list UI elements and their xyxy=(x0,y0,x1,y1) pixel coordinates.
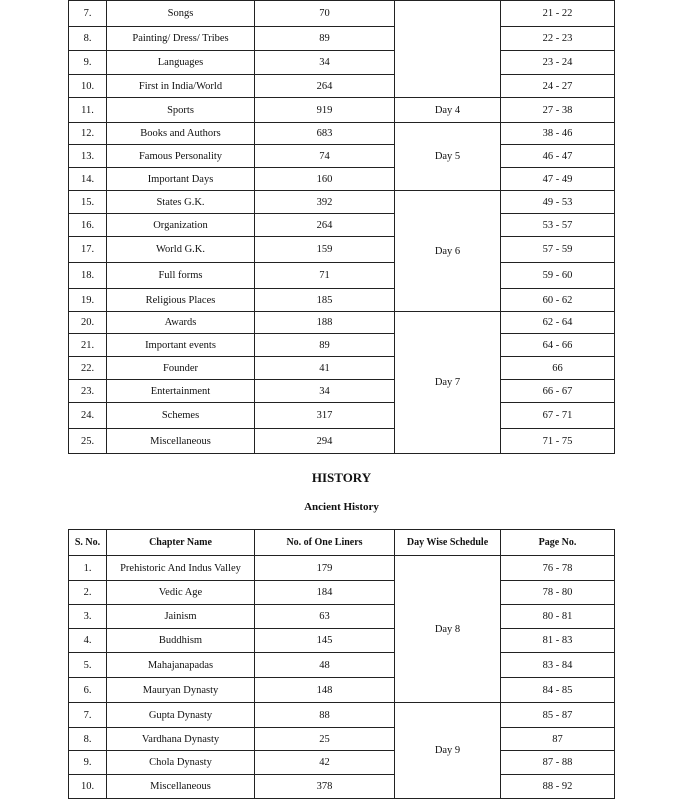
page-cell: 21 - 22 xyxy=(501,1,615,27)
page-cell: 24 - 27 xyxy=(501,75,615,98)
page-cell: 27 - 38 xyxy=(501,98,615,123)
sno-cell: 1. xyxy=(69,556,107,581)
liners-cell: 34 xyxy=(255,51,395,75)
sno-cell: 15. xyxy=(69,191,107,214)
table-row xyxy=(69,403,615,429)
sno-cell: 11. xyxy=(69,98,107,123)
chapter-cell: Full forms xyxy=(107,263,255,289)
table-row xyxy=(69,312,615,334)
sno-cell: 17. xyxy=(69,237,107,263)
liners-cell: 89 xyxy=(255,334,395,357)
liners-cell: 160 xyxy=(255,168,395,191)
table-row xyxy=(69,263,615,289)
liners-cell: 264 xyxy=(255,75,395,98)
liners-cell: 392 xyxy=(255,191,395,214)
liners-cell: 185 xyxy=(255,289,395,312)
liners-cell: 317 xyxy=(255,403,395,429)
sno-cell: 24. xyxy=(69,403,107,429)
header-liners: No. of One Liners xyxy=(255,530,395,556)
page-cell: 47 - 49 xyxy=(501,168,615,191)
chapter-cell: Schemes xyxy=(107,403,255,429)
table-row xyxy=(69,145,615,168)
table-row xyxy=(69,775,615,799)
liners-cell: 184 xyxy=(255,581,395,605)
chapter-cell: Chola Dynasty xyxy=(107,751,255,775)
table-row xyxy=(69,728,615,751)
table-row xyxy=(69,357,615,380)
day-cell: Day 7 xyxy=(395,312,501,454)
liners-cell: 88 xyxy=(255,703,395,728)
liners-cell: 264 xyxy=(255,214,395,237)
sno-cell: 12. xyxy=(69,123,107,145)
header-day: Day Wise Schedule xyxy=(395,530,501,556)
table-row xyxy=(69,678,615,703)
table-row xyxy=(69,168,615,191)
table-row xyxy=(69,1,615,27)
page-cell: 87 xyxy=(501,728,615,751)
page-cell: 66 xyxy=(501,357,615,380)
sno-cell: 6. xyxy=(69,678,107,703)
page-cell: 88 - 92 xyxy=(501,775,615,799)
sno-cell: 9. xyxy=(69,751,107,775)
chapter-cell: Prehistoric And Indus Valley xyxy=(107,556,255,581)
chapter-cell: Founder xyxy=(107,357,255,380)
liners-cell: 48 xyxy=(255,653,395,678)
table-row xyxy=(69,703,615,728)
sno-cell: 9. xyxy=(69,51,107,75)
liners-cell: 74 xyxy=(255,145,395,168)
liners-cell: 188 xyxy=(255,312,395,334)
page-cell: 85 - 87 xyxy=(501,703,615,728)
page-cell: 46 - 47 xyxy=(501,145,615,168)
table-row xyxy=(69,751,615,775)
chapter-cell: World G.K. xyxy=(107,237,255,263)
table-row xyxy=(69,123,615,145)
table-row xyxy=(69,214,615,237)
sno-cell: 8. xyxy=(69,728,107,751)
page-cell: 84 - 85 xyxy=(501,678,615,703)
chapter-cell: Sports xyxy=(107,98,255,123)
chapter-cell: Entertainment xyxy=(107,380,255,403)
chapter-cell: Mauryan Dynasty xyxy=(107,678,255,703)
page-cell: 78 - 80 xyxy=(501,581,615,605)
page-cell: 87 - 88 xyxy=(501,751,615,775)
liners-cell: 378 xyxy=(255,775,395,799)
liners-cell: 42 xyxy=(255,751,395,775)
chapter-cell: Books and Authors xyxy=(107,123,255,145)
page-cell: 23 - 24 xyxy=(501,51,615,75)
table-row xyxy=(69,605,615,629)
table-row xyxy=(69,98,615,123)
page-cell: 67 - 71 xyxy=(501,403,615,429)
sno-cell: 16. xyxy=(69,214,107,237)
sno-cell: 14. xyxy=(69,168,107,191)
liners-cell: 63 xyxy=(255,605,395,629)
sno-cell: 5. xyxy=(69,653,107,678)
page-cell: 76 - 78 xyxy=(501,556,615,581)
sno-cell: 7. xyxy=(69,703,107,728)
page-cell: 59 - 60 xyxy=(501,263,615,289)
chapter-cell: Mahajanapadas xyxy=(107,653,255,678)
table-row xyxy=(69,380,615,403)
header-chapter: Chapter Name xyxy=(107,530,255,556)
section-heading: HISTORY xyxy=(311,470,372,485)
sno-cell: 2. xyxy=(69,581,107,605)
day-cell-empty xyxy=(395,1,501,98)
chapter-cell: Awards xyxy=(107,312,255,334)
table-row xyxy=(69,581,615,605)
header-sno: S. No. xyxy=(69,530,107,556)
day-cell: Day 9 xyxy=(395,703,501,799)
table-row xyxy=(69,75,615,98)
schedule-table-history xyxy=(68,529,615,799)
chapter-cell: Painting/ Dress/ Tribes xyxy=(107,27,255,51)
liners-cell: 34 xyxy=(255,380,395,403)
table-row xyxy=(69,334,615,357)
chapter-cell: First in India/World xyxy=(107,75,255,98)
sno-cell: 21. xyxy=(69,334,107,357)
page-cell: 62 - 64 xyxy=(501,312,615,334)
sno-cell: 25. xyxy=(69,429,107,454)
page-cell: 53 - 57 xyxy=(501,214,615,237)
table-row xyxy=(69,653,615,678)
day-cell: Day 6 xyxy=(395,191,501,312)
sno-cell: 19. xyxy=(69,289,107,312)
sno-cell: 4. xyxy=(69,629,107,653)
chapter-cell: Languages xyxy=(107,51,255,75)
liners-cell: 179 xyxy=(255,556,395,581)
chapter-cell: Organization xyxy=(107,214,255,237)
day-cell: Day 8 xyxy=(395,556,501,703)
chapter-cell: States G.K. xyxy=(107,191,255,214)
chapter-cell: Religious Places xyxy=(107,289,255,312)
sno-cell: 20. xyxy=(69,312,107,334)
subsection-heading: Ancient History xyxy=(304,501,379,513)
page-cell: 49 - 53 xyxy=(501,191,615,214)
chapter-cell: Miscellaneous xyxy=(107,429,255,454)
liners-cell: 294 xyxy=(255,429,395,454)
chapter-cell: Songs xyxy=(107,1,255,27)
sno-cell: 3. xyxy=(69,605,107,629)
sno-cell: 10. xyxy=(69,75,107,98)
chapter-cell: Important events xyxy=(107,334,255,357)
sno-cell: 18. xyxy=(69,263,107,289)
day-cell: Day 4 xyxy=(395,98,501,123)
liners-cell: 683 xyxy=(255,123,395,145)
table-row xyxy=(69,289,615,312)
day-cell: Day 5 xyxy=(395,123,501,191)
liners-cell: 159 xyxy=(255,237,395,263)
chapter-cell: Vardhana Dynasty xyxy=(107,728,255,751)
header-page: Page No. xyxy=(501,530,615,556)
sno-cell: 22. xyxy=(69,357,107,380)
liners-cell: 919 xyxy=(255,98,395,123)
table-row xyxy=(69,237,615,263)
table-row xyxy=(69,51,615,75)
liners-cell: 41 xyxy=(255,357,395,380)
page-cell: 38 - 46 xyxy=(501,123,615,145)
schedule-table-gk xyxy=(68,0,615,454)
sno-cell: 13. xyxy=(69,145,107,168)
chapter-cell: Miscellaneous xyxy=(107,775,255,799)
table-row xyxy=(69,629,615,653)
liners-cell: 145 xyxy=(255,629,395,653)
page-cell: 64 - 66 xyxy=(501,334,615,357)
liners-cell: 25 xyxy=(255,728,395,751)
page-cell: 71 - 75 xyxy=(501,429,615,454)
chapter-cell: Gupta Dynasty xyxy=(107,703,255,728)
page-cell: 66 - 67 xyxy=(501,380,615,403)
liners-cell: 70 xyxy=(255,1,395,27)
page-cell: 60 - 62 xyxy=(501,289,615,312)
table-row xyxy=(69,191,615,214)
sno-cell: 8. xyxy=(69,27,107,51)
sno-cell: 23. xyxy=(69,380,107,403)
liners-cell: 89 xyxy=(255,27,395,51)
sno-cell: 7. xyxy=(69,1,107,27)
chapter-cell: Jainism xyxy=(107,605,255,629)
liners-cell: 148 xyxy=(255,678,395,703)
header-row xyxy=(69,530,615,556)
page-cell: 22 - 23 xyxy=(501,27,615,51)
liners-cell: 71 xyxy=(255,263,395,289)
chapter-cell: Vedic Age xyxy=(107,581,255,605)
page-cell: 83 - 84 xyxy=(501,653,615,678)
page-cell: 57 - 59 xyxy=(501,237,615,263)
page-cell: 81 - 83 xyxy=(501,629,615,653)
chapter-cell: Famous Personality xyxy=(107,145,255,168)
table-row xyxy=(69,556,615,581)
chapter-cell: Important Days xyxy=(107,168,255,191)
table-row xyxy=(69,429,615,454)
sno-cell: 10. xyxy=(69,775,107,799)
table-row xyxy=(69,27,615,51)
chapter-cell: Buddhism xyxy=(107,629,255,653)
page-cell: 80 - 81 xyxy=(501,605,615,629)
